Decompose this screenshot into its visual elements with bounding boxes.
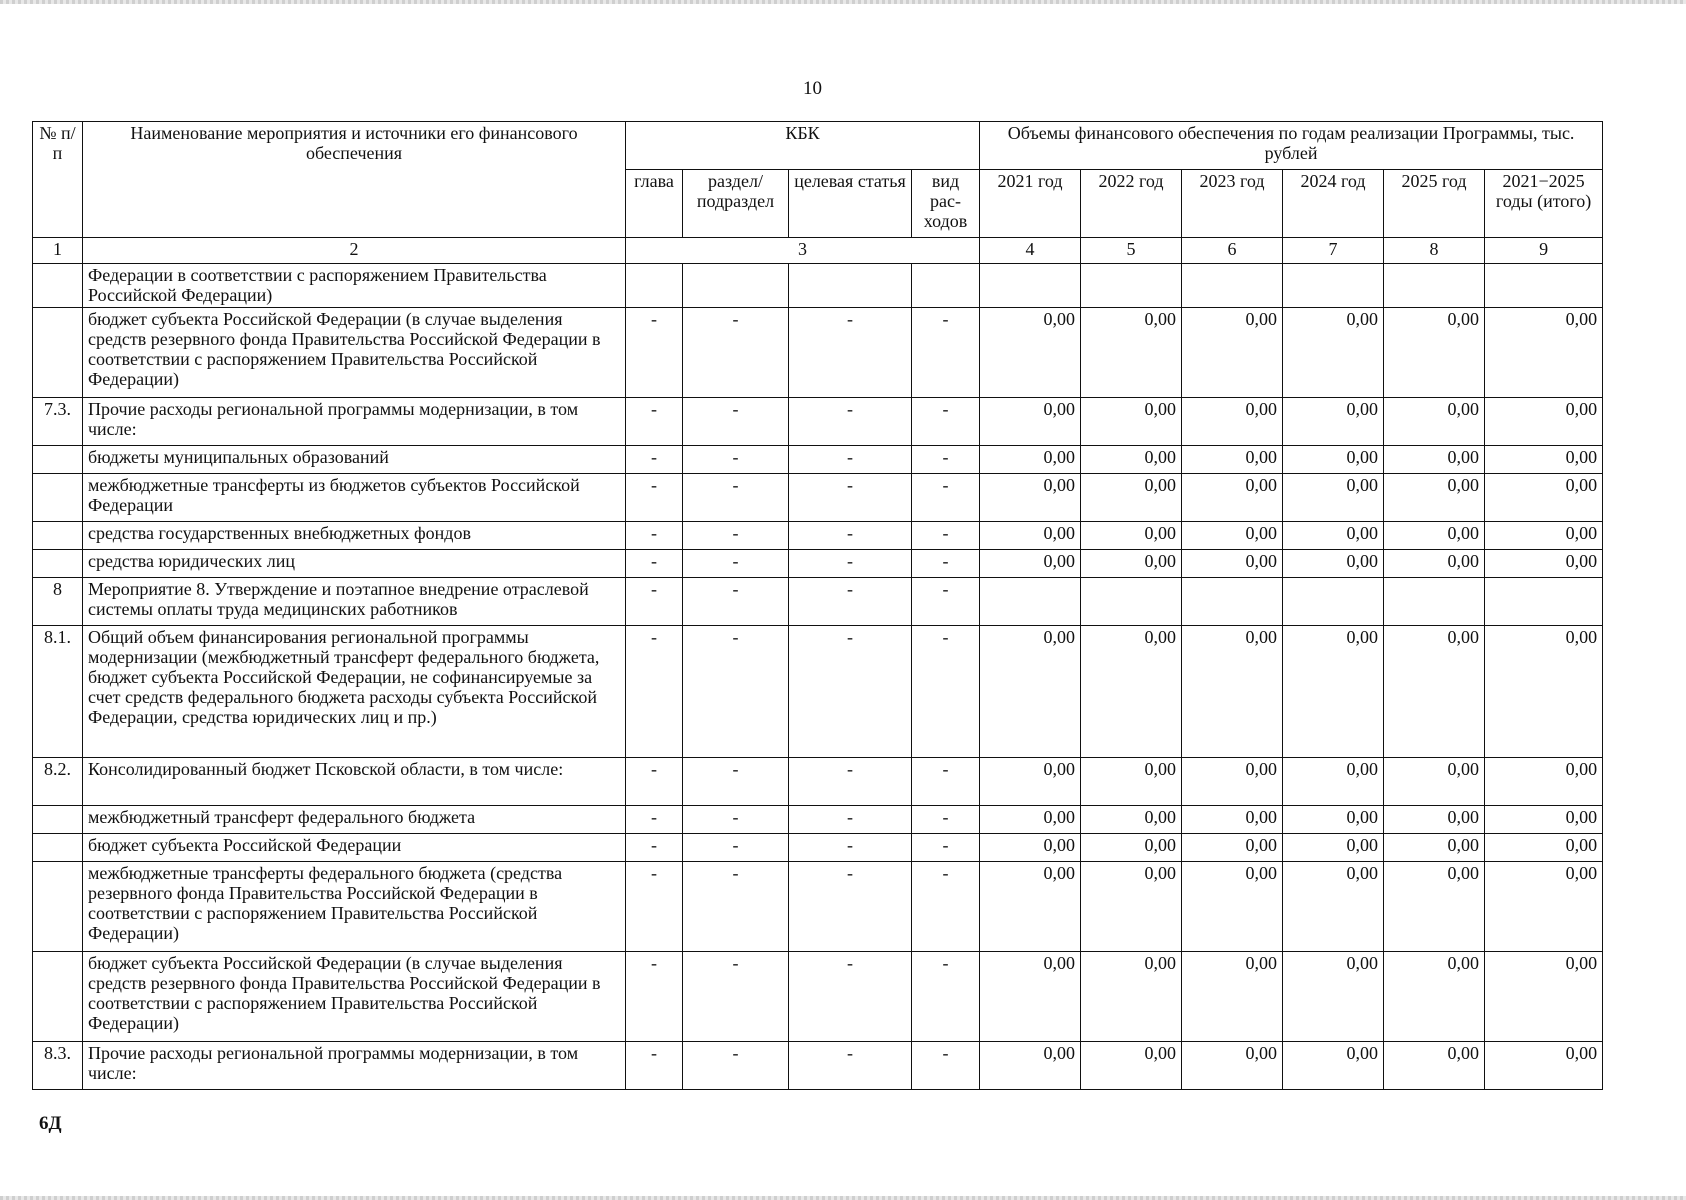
value-cell [1081,578,1182,626]
header-2022: 2022 год [1081,170,1182,238]
kbk-cell: - [683,474,789,522]
kbk-cell: - [683,578,789,626]
value-cell: 0,00 [1485,308,1603,398]
value-cell: 0,00 [1283,952,1384,1042]
table-row [33,952,1603,1042]
value-cell: 0,00 [1485,550,1603,578]
header-2023: 2023 год [1182,170,1283,238]
kbk-cell: - [789,578,912,626]
row-number [33,550,83,578]
value-cell: 0,00 [1384,474,1485,522]
value-cell: 0,00 [980,862,1081,952]
value-cell: 0,00 [1485,1042,1603,1090]
value-cell: 0,00 [1081,550,1182,578]
kbk-cell: - [626,626,683,758]
value-cell: 0,00 [1485,758,1603,806]
row-name: Мероприятие 8. Утверждение и поэтапное внедрение отраслевой системы оплаты труда медицинских работников [83,578,626,626]
row-number: 8 [33,578,83,626]
value-cell: 0,00 [1384,862,1485,952]
value-cell: 0,00 [1384,308,1485,398]
value-cell: 0,00 [1182,550,1283,578]
row-number [33,308,83,398]
value-cell: 0,00 [1283,446,1384,474]
kbk-cell: - [789,806,912,834]
value-cell: 0,00 [1283,626,1384,758]
header-kbk: КБК [626,122,980,170]
header-vid: вид рас-ходов [912,170,980,238]
kbk-cell: - [683,626,789,758]
value-cell: 0,00 [1283,398,1384,446]
value-cell: 0,00 [1283,862,1384,952]
column-number: 9 [1485,238,1603,264]
kbk-cell: - [789,522,912,550]
kbk-cell [789,264,912,308]
kbk-cell: - [683,862,789,952]
table-row [33,398,1603,446]
kbk-cell: - [626,550,683,578]
value-cell: 0,00 [1283,806,1384,834]
row-name: бюджет субъекта Российской Федерации (в случае выделения средств резервного фонда Правительства Российской Федерации в соответствии с распоряжением Правительства Российской Федерации) [83,952,626,1042]
kbk-cell: - [683,550,789,578]
value-cell: 0,00 [1485,806,1603,834]
table-row [33,446,1603,474]
value-cell: 0,00 [1081,474,1182,522]
row-name: средства юридических лиц [83,550,626,578]
column-number: 7 [1283,238,1384,264]
row-name: Общий объем финансирования региональной программы модернизации (межбюджетный трансферт федерального бюджета, бюджет субъекта Российской Федерации, не софинансируемые за счет средств федерального бюджета расходы субъекта Российской Федерации, средства юридических лиц и пр.) [83,626,626,758]
value-cell: 0,00 [980,834,1081,862]
kbk-cell: - [912,578,980,626]
row-number [33,834,83,862]
value-cell: 0,00 [1485,398,1603,446]
value-cell: 0,00 [1485,952,1603,1042]
value-cell: 0,00 [1283,522,1384,550]
value-cell: 0,00 [980,626,1081,758]
value-cell: 0,00 [1182,522,1283,550]
column-number: 8 [1384,238,1485,264]
value-cell: 0,00 [980,446,1081,474]
value-cell: 0,00 [1283,474,1384,522]
value-cell: 0,00 [1283,308,1384,398]
value-cell: 0,00 [1081,834,1182,862]
row-number [33,806,83,834]
header-2021: 2021 год [980,170,1081,238]
kbk-cell: - [912,806,980,834]
value-cell: 0,00 [1081,522,1182,550]
value-cell: 0,00 [1384,952,1485,1042]
value-cell: 0,00 [1081,308,1182,398]
kbk-cell: - [789,758,912,806]
value-cell [1485,578,1603,626]
value-cell: 0,00 [1384,834,1485,862]
kbk-cell: - [626,474,683,522]
page-number: 10 [803,78,822,99]
column-number: 6 [1182,238,1283,264]
table-row [33,834,1603,862]
kbk-cell: - [912,834,980,862]
row-number [33,952,83,1042]
financing-table [32,121,1603,1090]
kbk-cell: - [789,834,912,862]
kbk-cell: - [626,1042,683,1090]
kbk-cell: - [789,446,912,474]
value-cell: 0,00 [1384,522,1485,550]
row-number [33,474,83,522]
header-glava: глава [626,170,683,238]
value-cell: 0,00 [1081,398,1182,446]
table-row [33,806,1603,834]
kbk-cell: - [683,308,789,398]
kbk-cell: - [626,952,683,1042]
kbk-cell: - [912,398,980,446]
header-razdel: раздел/ подраздел [683,170,789,238]
value-cell: 0,00 [1182,474,1283,522]
value-cell: 0,00 [1384,806,1485,834]
row-number: 7.3. [33,398,83,446]
value-cell: 0,00 [980,398,1081,446]
row-name: межбюджетный трансферт федерального бюджета [83,806,626,834]
table-row [33,578,1603,626]
kbk-cell: - [626,758,683,806]
kbk-cell: - [683,758,789,806]
table-row [33,550,1603,578]
table-row [33,308,1603,398]
kbk-cell: - [912,1042,980,1090]
kbk-cell: - [912,758,980,806]
value-cell: 0,00 [1384,758,1485,806]
value-cell: 0,00 [1081,806,1182,834]
kbk-cell: - [683,446,789,474]
row-number [33,446,83,474]
value-cell: 0,00 [1485,626,1603,758]
kbk-cell: - [912,308,980,398]
kbk-cell: - [789,308,912,398]
kbk-cell: - [683,398,789,446]
value-cell [1283,264,1384,308]
value-cell: 0,00 [980,952,1081,1042]
value-cell: 0,00 [1384,626,1485,758]
row-name: бюджет субъекта Российской Федерации [83,834,626,862]
scan-edge-top [0,0,1686,4]
kbk-cell: - [789,550,912,578]
header-num: № п/п [33,122,83,238]
table-body [33,264,1603,1090]
value-cell: 0,00 [1283,550,1384,578]
header-2024: 2024 год [1283,170,1384,238]
value-cell: 0,00 [980,308,1081,398]
row-name: средства государственных внебюджетных фондов [83,522,626,550]
row-name: Консолидированный бюджет Псковской области, в том числе: [83,758,626,806]
kbk-cell: - [683,806,789,834]
header-celevaya: целевая статья [789,170,912,238]
value-cell [1081,264,1182,308]
table-row [33,1042,1603,1090]
row-name: Прочие расходы региональной программы модернизации, в том числе: [83,1042,626,1090]
header-name: Наименование мероприятия и источники его финансового обеспечения [83,122,626,238]
value-cell: 0,00 [1283,758,1384,806]
kbk-cell: - [789,1042,912,1090]
column-number: 2 [83,238,626,264]
value-cell: 0,00 [1384,1042,1485,1090]
kbk-cell [626,264,683,308]
kbk-cell: - [789,626,912,758]
value-cell: 0,00 [1081,446,1182,474]
kbk-cell: - [626,308,683,398]
kbk-cell: - [912,522,980,550]
kbk-cell: - [683,952,789,1042]
column-number: 4 [980,238,1081,264]
value-cell: 0,00 [980,758,1081,806]
value-cell [1384,578,1485,626]
kbk-cell: - [789,474,912,522]
table-row [33,626,1603,758]
table-row [33,522,1603,550]
header-2025: 2025 год [1384,170,1485,238]
kbk-cell: - [626,398,683,446]
column-number: 3 [626,238,980,264]
kbk-cell: - [626,522,683,550]
value-cell: 0,00 [1182,758,1283,806]
value-cell: 0,00 [980,550,1081,578]
value-cell: 0,00 [1384,446,1485,474]
kbk-cell: - [683,834,789,862]
row-name: Прочие расходы региональной программы модернизации, в том числе: [83,398,626,446]
row-number [33,522,83,550]
kbk-cell: - [626,578,683,626]
row-name: межбюджетные трансферты из бюджетов субъектов Российской Федерации [83,474,626,522]
header-volumes: Объемы финансового обеспечения по годам реализации Программы, тыс. рублей [980,122,1603,170]
kbk-cell: - [789,952,912,1042]
row-number [33,862,83,952]
value-cell [1182,264,1283,308]
value-cell: 0,00 [980,1042,1081,1090]
value-cell: 0,00 [1182,446,1283,474]
row-name: бюджет субъекта Российской Федерации (в случае выделения средств резервного фонда Правительства Российской Федерации в соответствии с распоряжением Правительства Российской Федерации) [83,308,626,398]
value-cell: 0,00 [980,806,1081,834]
row-name: межбюджетные трансферты федерального бюджета (средства резервного фонда Правительства Российской Федерации в соответствии с распоряжением Правительства Российской Федерации) [83,862,626,952]
value-cell: 0,00 [1283,834,1384,862]
row-name: бюджеты муниципальных образований [83,446,626,474]
table-row [33,862,1603,952]
value-cell: 0,00 [1182,626,1283,758]
value-cell: 0,00 [1081,952,1182,1042]
column-number: 5 [1081,238,1182,264]
value-cell: 0,00 [1182,308,1283,398]
kbk-cell: - [912,474,980,522]
row-number: 8.3. [33,1042,83,1090]
kbk-cell: - [626,446,683,474]
row-number: 8.1. [33,626,83,758]
footer-code: 6Д [39,1113,62,1134]
kbk-cell: - [912,862,980,952]
scan-edge-bottom [0,1196,1686,1200]
value-cell [980,578,1081,626]
table-row [33,474,1603,522]
value-cell: 0,00 [1182,806,1283,834]
value-cell: 0,00 [1384,398,1485,446]
value-cell: 0,00 [1384,550,1485,578]
kbk-cell: - [683,1042,789,1090]
kbk-cell: - [683,522,789,550]
kbk-cell: - [789,862,912,952]
row-name: Федерации в соответствии с распоряжением Правительства Российской Федерации) [83,264,626,308]
value-cell: 0,00 [980,474,1081,522]
value-cell: 0,00 [1182,398,1283,446]
kbk-cell: - [912,626,980,758]
kbk-cell: - [912,550,980,578]
value-cell: 0,00 [1182,952,1283,1042]
value-cell: 0,00 [1182,834,1283,862]
value-cell [1182,578,1283,626]
header-total: 2021−2025 годы (итого) [1485,170,1603,238]
value-cell: 0,00 [980,522,1081,550]
value-cell: 0,00 [1081,626,1182,758]
table-row [33,264,1603,308]
value-cell [980,264,1081,308]
value-cell: 0,00 [1485,862,1603,952]
row-number [33,264,83,308]
value-cell: 0,00 [1485,522,1603,550]
kbk-cell: - [789,398,912,446]
value-cell: 0,00 [1081,862,1182,952]
kbk-cell: - [626,862,683,952]
value-cell: 0,00 [1485,446,1603,474]
kbk-cell [683,264,789,308]
column-number: 1 [33,238,83,264]
value-cell: 0,00 [1081,758,1182,806]
value-cell: 0,00 [1485,474,1603,522]
value-cell [1283,578,1384,626]
table-row [33,758,1603,806]
kbk-cell [912,264,980,308]
kbk-cell: - [912,446,980,474]
kbk-cell: - [912,952,980,1042]
row-number: 8.2. [33,758,83,806]
value-cell [1485,264,1603,308]
value-cell: 0,00 [1283,1042,1384,1090]
kbk-cell: - [626,834,683,862]
value-cell: 0,00 [1081,1042,1182,1090]
value-cell: 0,00 [1485,834,1603,862]
value-cell [1384,264,1485,308]
kbk-cell: - [626,806,683,834]
value-cell: 0,00 [1182,1042,1283,1090]
value-cell: 0,00 [1182,862,1283,952]
